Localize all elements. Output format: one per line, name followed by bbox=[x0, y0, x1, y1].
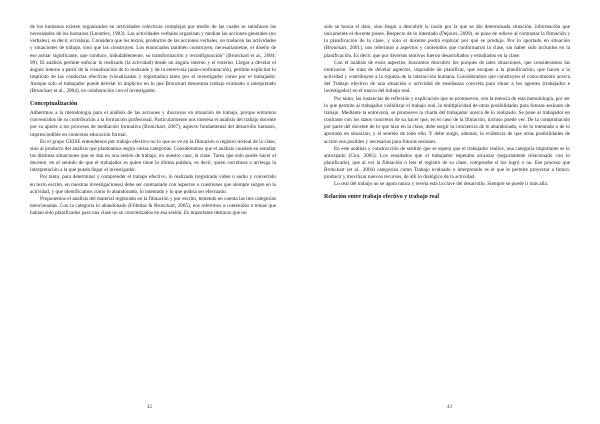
right-paragraph-5: Lo real del trabajo no se agota nunca y revela está la clave del desarrollo. Siempre se puede ir más allá. bbox=[334, 181, 549, 188]
right-paragraph-3: Por tanto, las instancias de reflexión y explicación que se promueven, son la esencia de esta metodología, por ser lo que permite al trabajador visibilizar el trabajo real, la multiplicidad de otras posibilidades para futuras sesiones de trabajo. Mediante la entrevista, se promueve la charla del trabajador acerca de lo realizado. Se pone al trabajador en contraste con los datos concretos de su hacer que, en el caso de la filmación, incluso puede ver. De la comprobación por parte del docente de lo que hizo en la clase, debe surgir la conciencia de lo abandonado, o de lo intentado o de lo aportado en situación, y el sentido de todo ello. Y debe surgir, además, la evidencia de que otras posibilidades de acción son posibles y necesarias para futuras sesiones. bbox=[324, 95, 570, 145]
right-paragraph-2: Con el análisis de estos aspectos, buscamos descubrir los porqués de tales situaciones, que consideramos las motivaron. Se trata de develar aspectos, imposible de planificar, que escapan a la planificación, que hacen a la actividad y contribuyen a la riqueza de la interacción humana. Consideramos que construyen el conocimiento acerca del Trabajo efectivo de una situación o actividad de enseñanza concreta para situar a los agentes (trabajador e investigador) en el marco del trabajo real. bbox=[324, 59, 570, 95]
section-heading-conceptualizacion: Conceptualización bbox=[30, 100, 78, 107]
left-text-column bbox=[30, 24, 276, 217]
left-paragraph-4: Por tanto, para determinar y comprender el trabajo efectivo, lo realizado (registrado vídeo o audio y convertido en texto escrito, en nuestras investigaciones) debe ser contrastado con aspectos o cuestiones que siempre surgen en la actividad, y que identificamos como lo abandonado, lo intentado y lo que podría ser efectuado. bbox=[30, 174, 276, 195]
left-paragraph-1: de los humanos existen organizados en actividades colectivas complejas por medio de las cuales se satisfacen las necesidades de los humanos (Leontiev, 1983). Las actividades verbales organizan y median las acciones generales (no verbales), es decir, el trabajo. Considera que los textos, productos de las acciones verbales, no traducen las actividades y situaciones de trabajo, sino que las construyen. Los enunciados también construyen, necesariamente, el diseño de ese actuar significante, que conduce, indudablemente, su transformación y reconfiguración” (Bronckart et al., 2004: 99). El análisis permite enfocar lo realizado (la actividad) desde un ángulo interno y el externo. Llegar a develar el ángulo interno a partir de la visualización de lo realizado y de la entrevista (auto-confrontación), permite explicitar lo implícito de las conductas efectivas (visualizadas y registradas) tanto por el investigador como por el trabajador. Aunque solo el trabajador puede develar lo implícito en lo que Bronckart denomina trabajo evaluado o interpretado (Bronckart et al., 2004), en colaboración con el investigador. bbox=[30, 24, 276, 95]
left-page-number: 42 bbox=[147, 405, 152, 410]
right-text-column bbox=[324, 24, 570, 203]
right-page-number: 43 bbox=[447, 405, 452, 410]
left-paragraph-3: En el grupo GEISE entendemos por trabajo efectivo no lo que se ve en la filmación o registro textual de la clase, sino al producto del análisis que planteamos según varias categorías. Consideramos que el análisis consiste en estudiar las distintas situaciones que se dan en una sesión de trabajo, en nuestro caso, la clase. Tarea que solo puede hacer el docente, en el sentido de que el trabajador es quien tiene la última palabra, es decir, quien corrobora o arriesga la interpretación a la que pueda llegar el investigador. bbox=[30, 138, 276, 174]
section-heading-relacion: Relación entre trabajo efectivo y trabajo real bbox=[324, 193, 440, 200]
left-paragraph-5: Proponemos el análisis del material registrado en la filmación y por escrito, teniendo en cuenta las tres categorías mencionadas. Con la categoría lo abandonado (Fillettaz & Bronckart, 2005), nos referimos a contenidos o temas que habían sido planificados para una clase no se concretizados en esa sesión. Es importante destacar que no bbox=[30, 195, 276, 217]
left-paragraph-2: Adherimos a la metodología para el análisis de las acciones y discursos en situación de trabajo, porque entramos convencidos de su contribución a la formación profesional. Particularmente nos interesa el análisis del trabajo docente por su aporte a los procesos de mediación formativa (Bronckart, 2007), aspecto fundamental del desarrollo humano, imprescindible en contextos educación formal. bbox=[30, 110, 276, 138]
right-paragraph-1: solo se busca el dato, sino llegar a descubrir la razón por la que se dio determinada situación, información que únicamente el docente posee. Respecto de lo intentado (Dejours, 2009), se pone de relieve al contrastar la filmación y la planificación de la clase, y solo el docente podrá explicar por qué se produjo. Por lo aportado en situación (Bronckart, 2001), nos referimos a aspectos y contenidos que conformaron la clase, sin haber sido incluidos en la planificación. Es decir, que por diversos motivos fueron desarrollados y estudiados en la clase. bbox=[324, 24, 570, 59]
right-page bbox=[300, 0, 600, 424]
right-paragraph-4: En este análisis y construcción de sentido que se espera que el trabajador realice, una categoría importante es lo anticipado (Clot, 2005). Los resultados que el trabajador esperaba alcanzar (seguramente relacionado con lo planificado), que al ver la filmación o leer el registro de su clase, compruebe si los logró o no. Ese proceso que Bronckart (et al., 2004) categoriza como Trabajo evaluado o interpretado es el que le permite proyectar a futuro, producir y movilizar nuevos recursos, de allí lo dialógico de la actividad. bbox=[324, 145, 570, 181]
